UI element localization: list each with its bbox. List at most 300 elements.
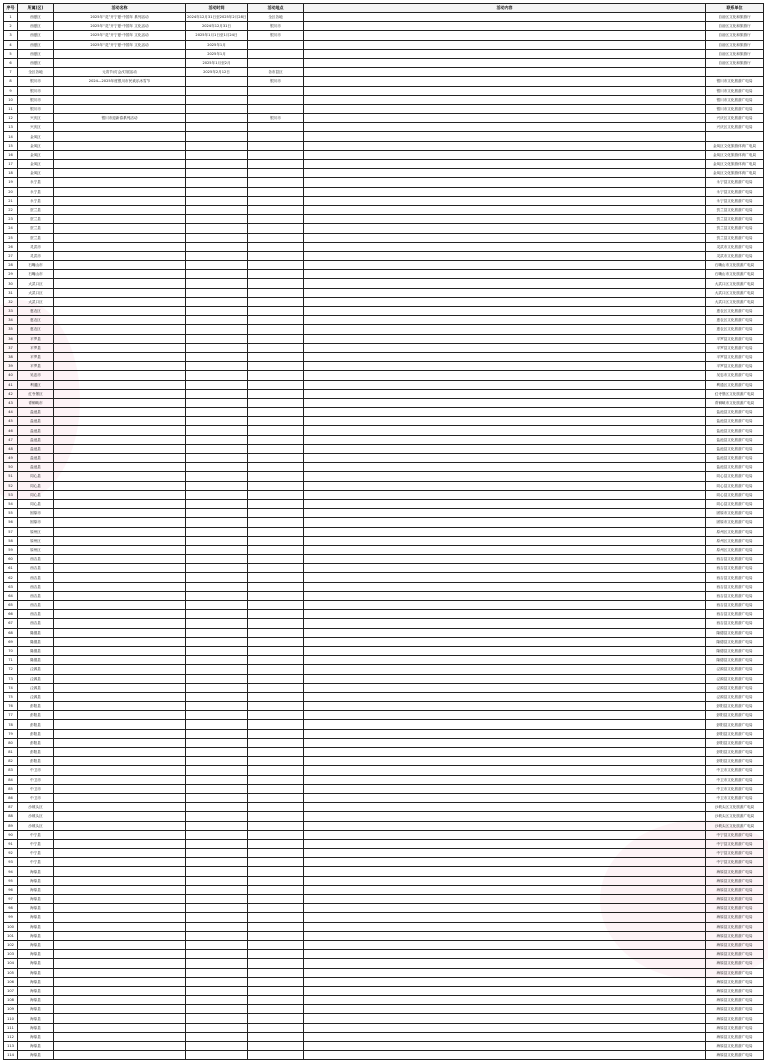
table-row [4,895,764,904]
cell-place [248,205,304,214]
cell-area: 西吉县 [18,610,54,619]
cell-desc [304,748,706,757]
cell-time [186,821,248,830]
table-row [4,610,764,619]
cell-no: 30 [4,279,18,288]
cell-name [54,123,186,132]
cell-desc [304,297,706,306]
cell-org: 中宁县文化旅游广电局 [706,830,764,839]
cell-time [186,729,248,738]
cell-org: 海原县文化旅游广电局 [706,950,764,959]
cell-time [186,205,248,214]
cell-name [54,334,186,343]
cell-place [248,573,304,582]
cell-name [54,830,186,839]
cell-time [186,637,248,646]
cell-area: 灵武市 [18,251,54,260]
cell-area: 海原县 [18,876,54,885]
cell-time [186,150,248,159]
cell-place [248,702,304,711]
cell-place [248,123,304,132]
cell-place [248,141,304,150]
cell-org: 金凤区文化旅游体育广电局 [706,141,764,150]
cell-time [186,545,248,554]
cell-no: 90 [4,830,18,839]
cell-desc [304,435,706,444]
cell-no: 103 [4,950,18,959]
cell-area: 金凤区 [18,141,54,150]
cell-area: 银川市 [18,95,54,104]
cell-name [54,885,186,894]
cell-no: 89 [4,821,18,830]
cell-name [54,325,186,334]
cell-desc [304,454,706,463]
cell-place [248,481,304,490]
cell-no: 62 [4,573,18,582]
cell-place [248,720,304,729]
table-row [4,454,764,463]
cell-area: 隆德县 [18,646,54,655]
cell-time [186,114,248,123]
cell-area: 彭阳县 [18,757,54,766]
cell-place [248,261,304,270]
table-row [4,205,764,214]
cell-time [186,316,248,325]
cell-name [54,619,186,628]
cell-no: 24 [4,224,18,233]
cell-name [54,931,186,940]
cell-time [186,931,248,940]
cell-name [54,472,186,481]
cell-desc [304,1051,706,1060]
table-row [4,950,764,959]
cell-time [186,371,248,380]
table-row [4,242,764,251]
table-row [4,509,764,518]
cell-name [54,1051,186,1060]
cell-time [186,380,248,389]
cell-name [54,812,186,821]
cell-desc [304,352,706,361]
cell-time [186,104,248,113]
cell-area: 西吉县 [18,591,54,600]
cell-time [186,885,248,894]
cell-area: 永宁县 [18,187,54,196]
cell-time [186,86,248,95]
cell-name [54,389,186,398]
cell-area: 海原县 [18,986,54,995]
cell-name [54,527,186,536]
cell-area: 原州区 [18,545,54,554]
cell-no: 16 [4,150,18,159]
cell-name [54,307,186,316]
cell-time [186,867,248,876]
cell-time [186,601,248,610]
cell-no: 3 [4,31,18,40]
cell-area: 西吉县 [18,582,54,591]
cell-desc [304,766,706,775]
cell-org: 惠农区文化旅游广电局 [706,325,764,334]
header-org: 联系单位 [706,4,764,13]
cell-org: 永宁县文化旅游广电局 [706,178,764,187]
cell-time [186,986,248,995]
cell-place [248,940,304,949]
cell-place [248,49,304,58]
table-row [4,555,764,564]
table-row [4,132,764,141]
cell-area: 中卫市 [18,793,54,802]
cell-area: 海原县 [18,1014,54,1023]
cell-name [54,922,186,931]
table-row [4,775,764,784]
table-row [4,389,764,398]
cell-area: 海原县 [18,904,54,913]
cell-no: 75 [4,692,18,701]
table-row [4,986,764,995]
cell-name [54,692,186,701]
cell-area: 石嘴山市 [18,270,54,279]
cell-desc [304,58,706,67]
cell-area: 中宁县 [18,830,54,839]
cell-time [186,674,248,683]
cell-time [186,858,248,867]
cell-time [186,481,248,490]
cell-org: 海原县文化旅游广电局 [706,867,764,876]
cell-area: 全区各地 [18,68,54,77]
cell-time [186,426,248,435]
header-no: 序号 [4,4,18,13]
cell-name [54,233,186,242]
table-row [4,1051,764,1060]
cell-no: 61 [4,564,18,573]
table-row [4,1005,764,1014]
table-row [4,77,764,86]
cell-time [186,738,248,747]
table-row [4,196,764,205]
cell-place [248,187,304,196]
cell-desc [304,169,706,178]
cell-name [54,601,186,610]
table-row [4,49,764,58]
cell-desc [304,996,706,1005]
cell-time [186,1014,248,1023]
cell-name [54,748,186,757]
cell-place [248,242,304,251]
cell-no: 10 [4,95,18,104]
table-row [4,279,764,288]
cell-no: 21 [4,196,18,205]
cell-no: 81 [4,748,18,757]
cell-org: 隆德县文化旅游广电局 [706,637,764,646]
cell-desc [304,178,706,187]
cell-place [248,343,304,352]
cell-desc [304,564,706,573]
cell-name [54,766,186,775]
table-row [4,839,764,848]
cell-area: 海原县 [18,968,54,977]
cell-place [248,564,304,573]
cell-time [186,1032,248,1041]
table-row [4,527,764,536]
cell-area: 海原县 [18,895,54,904]
cell-org: 海原县文化旅游广电局 [706,977,764,986]
cell-place [248,674,304,683]
cell-place [248,518,304,527]
cell-area: 惠农区 [18,307,54,316]
cell-place [248,784,304,793]
cell-place: 全区各地 [248,13,304,22]
table-row [4,766,764,775]
cell-no: 32 [4,297,18,306]
cell-time [186,619,248,628]
cell-desc [304,242,706,251]
cell-name [54,187,186,196]
cell-time [186,757,248,766]
cell-place [248,58,304,67]
cell-org: 西吉县文化旅游广电局 [706,573,764,582]
cell-time [186,196,248,205]
cell-area: 彭阳县 [18,738,54,747]
cell-name [54,261,186,270]
cell-org: 海原县文化旅游广电局 [706,959,764,968]
cell-org: 西吉县文化旅游广电局 [706,555,764,564]
cell-org: 盐池县文化旅游广电局 [706,435,764,444]
cell-org: 隆德县文化旅游广电局 [706,628,764,637]
cell-name [54,913,186,922]
cell-place [248,849,304,858]
cell-area: 惠农区 [18,316,54,325]
cell-name [54,169,186,178]
cell-time [186,591,248,600]
table-row [4,187,764,196]
cell-desc [304,720,706,729]
cell-name [54,895,186,904]
table-row [4,215,764,224]
table-row [4,31,764,40]
cell-no: 34 [4,316,18,325]
cell-no: 114 [4,1051,18,1060]
cell-time [186,582,248,591]
cell-desc [304,968,706,977]
cell-area: 大武口区 [18,297,54,306]
cell-name [54,849,186,858]
cell-place [248,619,304,628]
cell-desc [304,637,706,646]
cell-org: 隆德县文化旅游广电局 [706,646,764,655]
cell-no: 44 [4,408,18,417]
cell-name [54,665,186,674]
cell-time [186,711,248,720]
cell-place [248,316,304,325]
cell-no: 74 [4,683,18,692]
cell-name [54,398,186,407]
cell-name [54,564,186,573]
cell-place [248,132,304,141]
table-row [4,435,764,444]
table-row [4,959,764,968]
cell-desc [304,959,706,968]
cell-area: 彭阳县 [18,748,54,757]
cell-desc [304,408,706,417]
cell-name [54,380,186,389]
cell-place [248,499,304,508]
cell-place [248,876,304,885]
table-row [4,352,764,361]
cell-time [186,977,248,986]
header-place: 活动地点 [248,4,304,13]
cell-place [248,977,304,986]
cell-place [248,435,304,444]
cell-desc [304,950,706,959]
cell-no: 58 [4,536,18,545]
cell-name: 银川市迎新春系列活动 [54,114,186,123]
cell-desc [304,13,706,22]
cell-place [248,297,304,306]
cell-name [54,536,186,545]
cell-desc [304,215,706,224]
cell-org: 中宁县文化旅游广电局 [706,849,764,858]
cell-name [54,904,186,913]
cell-place [248,325,304,334]
table-row [4,95,764,104]
cell-time [186,499,248,508]
cell-time [186,702,248,711]
cell-area: 海原县 [18,1042,54,1051]
cell-time [186,564,248,573]
cell-org: 盐池县文化旅游广电局 [706,417,764,426]
cell-no: 65 [4,601,18,610]
cell-no: 18 [4,169,18,178]
cell-area: 海原县 [18,931,54,940]
cell-no: 82 [4,757,18,766]
cell-desc [304,1042,706,1051]
cell-org: 平罗县文化旅游广电局 [706,334,764,343]
cell-org: 泾源县文化旅游广电局 [706,683,764,692]
table-row [4,343,764,352]
cell-name [54,270,186,279]
cell-area: 贺兰县 [18,205,54,214]
cell-desc [304,224,706,233]
cell-desc [304,196,706,205]
cell-area: 同心县 [18,490,54,499]
cell-place [248,895,304,904]
cell-name [54,518,186,527]
cell-org: 自治区文化和旅游厅 [706,31,764,40]
cell-time [186,141,248,150]
cell-no: 12 [4,114,18,123]
cell-time [186,224,248,233]
cell-place [248,398,304,407]
cell-no: 105 [4,968,18,977]
cell-desc [304,426,706,435]
cell-org: 彭阳县文化旅游广电局 [706,757,764,766]
cell-no: 37 [4,343,18,352]
cell-no: 113 [4,1042,18,1051]
cell-desc [304,674,706,683]
table-row [4,940,764,949]
cell-org: 原州区文化旅游广电局 [706,536,764,545]
cell-org: 大武口区文化旅游广电局 [706,297,764,306]
cell-name [54,86,186,95]
cell-org: 彭阳县文化旅游广电局 [706,748,764,757]
cell-place [248,463,304,472]
cell-area: 海原县 [18,950,54,959]
cell-desc [304,77,706,86]
cell-time [186,472,248,481]
cell-place [248,601,304,610]
cell-area: 彭阳县 [18,729,54,738]
cell-time [186,950,248,959]
cell-area: 沙坡头区 [18,821,54,830]
cell-name [54,178,186,187]
cell-desc [304,545,706,554]
cell-desc [304,518,706,527]
table-row [4,545,764,554]
cell-desc [304,839,706,848]
cell-time [186,334,248,343]
cell-no: 15 [4,141,18,150]
table-row [4,325,764,334]
cell-org: 海原县文化旅游广电局 [706,904,764,913]
cell-desc [304,665,706,674]
cell-time [186,160,248,169]
cell-desc [304,683,706,692]
cell-desc [304,1005,706,1014]
cell-org: 中卫市文化旅游广电局 [706,793,764,802]
cell-area: 海原县 [18,922,54,931]
cell-area: 海原县 [18,977,54,986]
cell-name [54,545,186,554]
cell-org: 金凤区文化旅游体育广电局 [706,150,764,159]
cell-name [54,242,186,251]
cell-desc [304,490,706,499]
table-row [4,417,764,426]
cell-no: 29 [4,270,18,279]
cell-org: 中卫市文化旅游广电局 [706,766,764,775]
cell-org: 银川市文化旅游广电局 [706,95,764,104]
cell-org: 沙坡头区文化旅游广电局 [706,821,764,830]
cell-name [54,426,186,435]
cell-no: 55 [4,509,18,518]
cell-desc [304,867,706,876]
cell-area: 彭阳县 [18,711,54,720]
cell-area: 海原县 [18,1023,54,1032]
cell-place [248,371,304,380]
cell-name [54,738,186,747]
cell-org: 海原县文化旅游广电局 [706,885,764,894]
cell-area: 石嘴山市 [18,261,54,270]
cell-name [54,104,186,113]
cell-name: 2025年“花”开宁夏·中国年 文化活动 [54,40,186,49]
cell-time [186,215,248,224]
cell-place [248,986,304,995]
cell-area: 彭阳县 [18,702,54,711]
cell-time [186,839,248,848]
cell-area: 永宁县 [18,196,54,205]
cell-area: 海原县 [18,996,54,1005]
cell-name [54,784,186,793]
cell-name [54,674,186,683]
cell-place [248,215,304,224]
cell-org: 中卫市文化旅游广电局 [706,775,764,784]
cell-desc [304,702,706,711]
cell-place [248,867,304,876]
cell-desc [304,371,706,380]
cell-place [248,224,304,233]
cell-desc [304,22,706,31]
cell-place [248,959,304,968]
cell-org: 彭阳县文化旅游广电局 [706,702,764,711]
